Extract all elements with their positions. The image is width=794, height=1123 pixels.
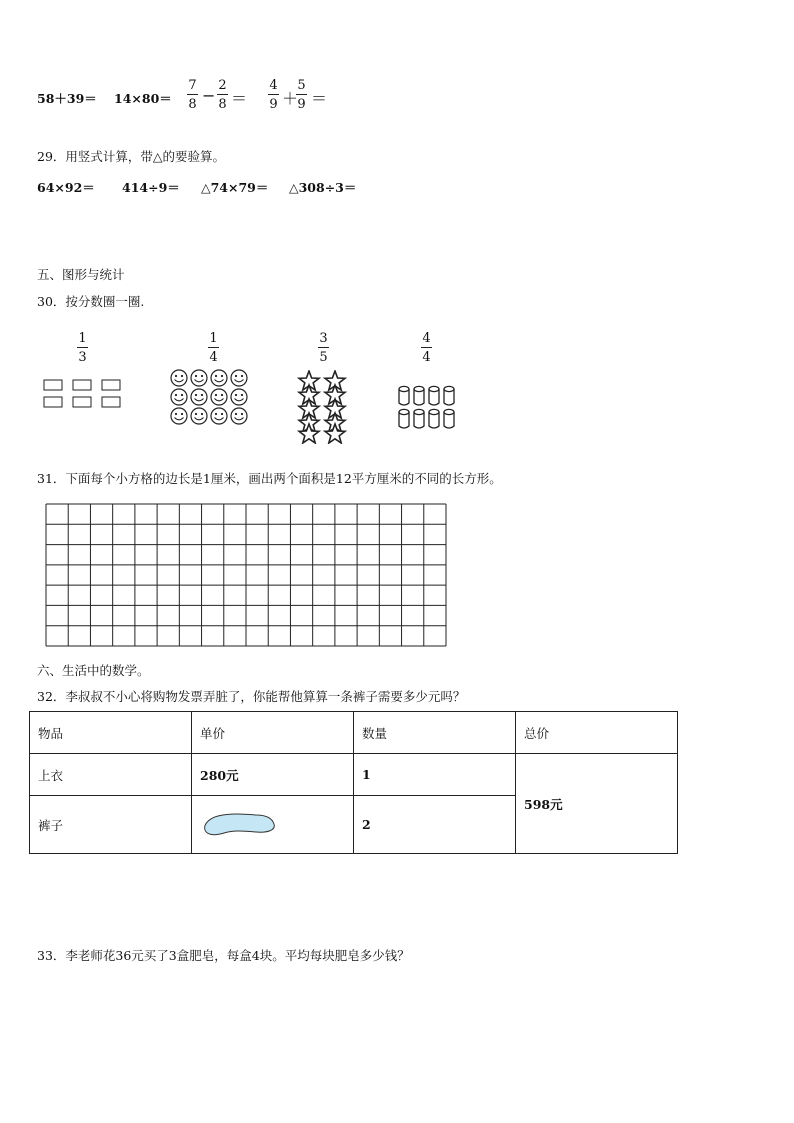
- question-30-prompt: 30．按分数圈一圈.: [37, 294, 145, 309]
- calc-item-2: 414÷9＝: [122, 180, 180, 195]
- star-icon-group: [297, 370, 351, 444]
- question-31-prompt: 31．下面每个小方格的边长是1厘米，画出两个面积是12平方厘米的不同的长方形。: [37, 471, 502, 486]
- header-quantity: 数量: [354, 712, 516, 754]
- cell-quantity: 2: [354, 796, 516, 854]
- ink-stain-icon: [200, 806, 280, 840]
- question-32-prompt: 32．李叔叔不小心将购物发票弄脏了，你能帮他算算一条裤子需要多少元吗？: [37, 689, 466, 704]
- fraction-1-3: 1 3: [78, 331, 87, 365]
- expr-14-times-80: 14×80＝: [114, 91, 172, 106]
- cell-unit-price-stained: [192, 796, 354, 854]
- invoice-table: [29, 711, 678, 854]
- fraction-4-4: 4 4: [422, 331, 431, 365]
- smiley-face-icon: [191, 389, 207, 405]
- smiley-face-icon-group: [169, 368, 253, 428]
- cell-item: 裤子: [30, 796, 192, 854]
- fraction-3-5: 3 5: [319, 331, 328, 365]
- smiley-face-icon: [191, 408, 207, 424]
- cylinder-icon: [444, 409, 454, 428]
- section-5-title: 五、图形与统计: [37, 267, 125, 282]
- rectangle-icon: [44, 397, 62, 407]
- smiley-face-icon: [211, 389, 227, 405]
- rectangle-icon: [73, 397, 91, 407]
- rectangle-icon: [102, 397, 120, 407]
- fraction-2-8: 2 8: [218, 78, 227, 112]
- equals-sign: ＝: [311, 89, 328, 108]
- cylinder-icon: [399, 386, 409, 405]
- cylinder-icon: [414, 409, 424, 428]
- smiley-face-icon: [211, 408, 227, 424]
- calc-item-1: 64×92＝: [37, 180, 95, 195]
- plus-sign: ＋: [282, 89, 299, 108]
- rectangle-icon-group: [43, 378, 123, 410]
- cell-item: 上衣: [30, 754, 192, 796]
- smiley-face-icon: [191, 370, 207, 386]
- cell-unit-price: 280元: [192, 754, 354, 796]
- grid-svg[interactable]: [45, 503, 447, 647]
- cell-total: 598元: [516, 754, 678, 854]
- equals-sign: ＝: [231, 89, 248, 108]
- expr-58-plus-39: 58＋39＝: [37, 91, 97, 106]
- smiley-face-icon: [231, 370, 247, 386]
- cylinder-icon-group: [396, 384, 462, 434]
- cell-quantity: 1: [354, 754, 516, 796]
- minus-sign: −: [202, 86, 216, 105]
- table-row: [30, 754, 678, 796]
- question-33-prompt: 33．李老师花36元买了3盒肥皂，每盒4块。平均每块肥皂多少钱？: [37, 948, 410, 963]
- smiley-face-icon: [231, 408, 247, 424]
- cylinder-icon: [399, 409, 409, 428]
- cylinder-icon: [429, 409, 439, 428]
- section-6-title: 六、生活中的数学。: [37, 663, 150, 678]
- question-29-prompt: 29．用竖式计算，带△的要验算。: [37, 149, 226, 164]
- smiley-face-icon: [171, 370, 187, 386]
- rectangle-icon: [73, 380, 91, 390]
- smiley-face-icon: [211, 370, 227, 386]
- square-grid[interactable]: [45, 503, 447, 647]
- calc-item-4: △308÷3＝: [289, 180, 357, 195]
- fraction-5-9: 5 9: [297, 78, 306, 112]
- rectangle-icon: [102, 380, 120, 390]
- fraction-1-4: 1 4: [209, 331, 218, 365]
- smiley-face-icon: [171, 408, 187, 424]
- smiley-face-icon: [231, 389, 247, 405]
- cylinder-icon: [444, 386, 454, 405]
- rectangle-icon: [44, 380, 62, 390]
- fraction-7-8: 7 8: [188, 78, 197, 112]
- header-total: 总价: [516, 712, 678, 754]
- smiley-face-icon: [171, 389, 187, 405]
- star-icon: [325, 424, 345, 443]
- star-icon: [299, 424, 319, 443]
- cylinder-icon: [414, 386, 424, 405]
- calc-item-3: △74×79＝: [201, 180, 269, 195]
- table-header-row: [30, 712, 678, 754]
- cylinder-icon: [429, 386, 439, 405]
- header-item: 物品: [30, 712, 192, 754]
- fraction-4-9: 4 9: [269, 78, 278, 112]
- header-unit-price: 单价: [192, 712, 354, 754]
